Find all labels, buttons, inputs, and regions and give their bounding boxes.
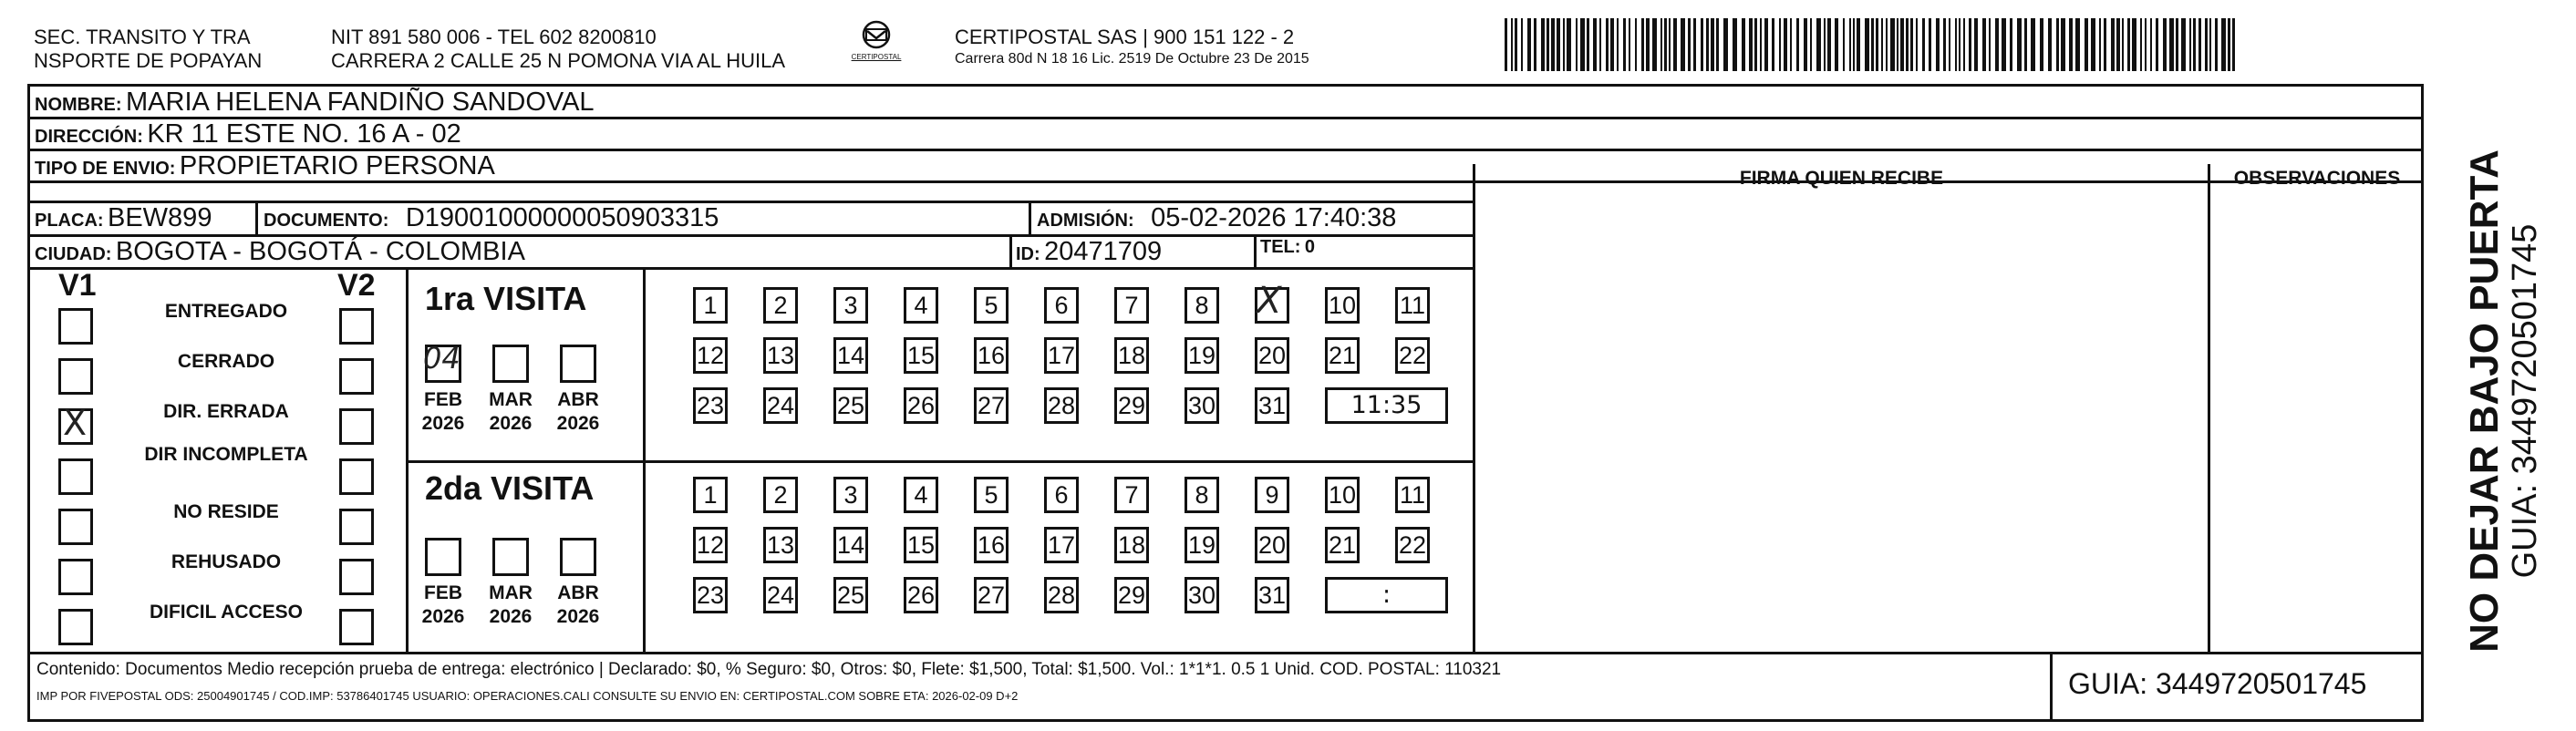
month-year: 2026 bbox=[556, 606, 600, 627]
tipo-envio-row bbox=[35, 151, 495, 181]
v2-checkbox bbox=[339, 408, 374, 445]
imp-text: IMP POR FIVEPOSTAL ODS: 25004901745 / COD.IMP: 53786401745 USUARIO: OPERACIONES.CALI CONSULTE SU ENVIO EN: CERTIPOSTAL.COM SOBRE ETA: 2026-02-09 D+2 bbox=[36, 689, 1019, 703]
firma-header: FIRMA QUIEN RECIBE bbox=[1739, 168, 1944, 189]
logo-icon bbox=[856, 20, 896, 49]
month-year: 2026 bbox=[556, 413, 600, 434]
v1-header: V1 bbox=[58, 268, 97, 303]
day-box: 3 bbox=[833, 287, 868, 324]
day-box: 2 bbox=[763, 287, 798, 324]
day-box: 16 bbox=[974, 337, 1009, 374]
day-box: 29 bbox=[1114, 387, 1149, 424]
placa-value: BEW899 bbox=[108, 203, 212, 232]
day-box: 12 bbox=[693, 337, 728, 374]
footer-guia: GUIA: 3449720501745 bbox=[2068, 667, 2367, 700]
agency-line-1: SEC. TRANSITO Y TRA bbox=[34, 26, 251, 48]
no-dejar-warning: NO DEJAR BAJO PUERTA bbox=[2462, 149, 2507, 653]
status-label: CERRADO bbox=[177, 351, 275, 372]
day-box: 10 bbox=[1325, 287, 1360, 324]
day-box: 12 bbox=[693, 527, 728, 563]
admision-row bbox=[1037, 203, 1396, 233]
ciudad-label: CIUDAD: bbox=[35, 244, 112, 264]
day-box: 4 bbox=[904, 477, 938, 513]
nombre-row bbox=[35, 88, 595, 118]
v2-header: V2 bbox=[337, 268, 376, 303]
month-year: 2026 bbox=[489, 413, 533, 434]
admision-label: ADMISIÓN: bbox=[1037, 211, 1134, 231]
address-line: CARRERA 2 CALLE 25 N POMONA VIA AL HUILA bbox=[331, 49, 786, 72]
day-box: 16 bbox=[974, 527, 1009, 563]
day-box: 23 bbox=[693, 577, 728, 613]
v1-checkbox bbox=[58, 308, 93, 345]
month-name: ABR bbox=[557, 389, 599, 410]
month-checkbox bbox=[425, 538, 461, 576]
day-mark: X bbox=[1257, 280, 1282, 322]
day-box: 20 bbox=[1255, 337, 1289, 374]
day-box: 26 bbox=[904, 387, 938, 424]
first-visit-title: 1ra VISITA bbox=[425, 280, 587, 317]
month-mark: 04 bbox=[423, 341, 460, 376]
time-box: 11:35 bbox=[1325, 387, 1448, 424]
day-box: 9 bbox=[1255, 477, 1289, 513]
ciudad-value: BOGOTA - BOGOTÁ - COLOMBIA bbox=[115, 237, 525, 266]
day-box: 14 bbox=[833, 527, 868, 563]
day-box: 15 bbox=[904, 527, 938, 563]
status-label: DIR. ERRADA bbox=[163, 401, 289, 422]
day-box: 22 bbox=[1395, 337, 1430, 374]
day-box: 27 bbox=[974, 577, 1009, 613]
v2-checkbox bbox=[339, 358, 374, 395]
month-checkbox bbox=[492, 538, 529, 576]
day-box: 1 bbox=[693, 287, 728, 324]
v2-checkbox bbox=[339, 458, 374, 495]
v1-checkbox bbox=[58, 509, 93, 545]
day-box: 13 bbox=[763, 337, 798, 374]
tel-label: TEL: bbox=[1260, 237, 1301, 257]
month-name: FEB bbox=[424, 389, 462, 410]
day-box: 28 bbox=[1044, 387, 1079, 424]
day-box: 26 bbox=[904, 577, 938, 613]
month-year: 2026 bbox=[421, 413, 465, 434]
v1-check-mark: X bbox=[63, 403, 88, 443]
day-box: 20 bbox=[1255, 527, 1289, 563]
side-guia: GUIA: 3449720501745 bbox=[2506, 223, 2544, 579]
month-checkbox bbox=[560, 538, 596, 576]
day-box: 17 bbox=[1044, 527, 1079, 563]
v2-checkbox bbox=[339, 609, 374, 645]
company-line: CERTIPOSTAL SAS | 900 151 122 - 2 bbox=[955, 26, 1295, 48]
day-box: 29 bbox=[1114, 577, 1149, 613]
v1-checkbox bbox=[58, 458, 93, 495]
month-name: MAR bbox=[489, 582, 533, 603]
tel-row bbox=[1260, 237, 1315, 258]
day-box: 25 bbox=[833, 387, 868, 424]
v1-checkbox bbox=[58, 358, 93, 395]
placa-label: PLACA: bbox=[35, 211, 104, 231]
license-line: Carrera 80d N 18 16 Lic. 2519 De Octubre 23 De 2015 bbox=[955, 51, 1309, 67]
day-box: 3 bbox=[833, 477, 868, 513]
day-box: 30 bbox=[1185, 577, 1219, 613]
day-box: 21 bbox=[1325, 527, 1360, 563]
barcode bbox=[1505, 18, 2239, 73]
day-box: 2 bbox=[763, 477, 798, 513]
id-label: ID: bbox=[1016, 244, 1040, 264]
day-box: 19 bbox=[1185, 527, 1219, 563]
placa-row bbox=[35, 203, 212, 233]
month-year: 2026 bbox=[421, 606, 465, 627]
day-box: 27 bbox=[974, 387, 1009, 424]
day-box: 14 bbox=[833, 337, 868, 374]
v1-checkbox bbox=[58, 609, 93, 645]
status-label: ENTREGADO bbox=[164, 301, 288, 322]
status-label: DIR INCOMPLETA bbox=[144, 444, 308, 465]
day-box: 5 bbox=[974, 477, 1009, 513]
month-checkbox bbox=[492, 345, 529, 383]
day-box: 7 bbox=[1114, 477, 1149, 513]
day-box: 15 bbox=[904, 337, 938, 374]
day-box: 7 bbox=[1114, 287, 1149, 324]
v2-checkbox bbox=[339, 559, 374, 595]
day-box: 5 bbox=[974, 287, 1009, 324]
day-box: 4 bbox=[904, 287, 938, 324]
tel-value: 0 bbox=[1304, 237, 1316, 257]
day-box: 18 bbox=[1114, 337, 1149, 374]
v1-checkbox bbox=[58, 559, 93, 595]
day-box: 19 bbox=[1185, 337, 1219, 374]
status-label: NO RESIDE bbox=[173, 501, 279, 522]
status-label: REHUSADO bbox=[171, 551, 282, 572]
agency-line-2: NSPORTE DE POPAYAN bbox=[34, 49, 263, 72]
contenido-text: Contenido: Documentos Medio recepción prueba de entrega: electrónico | Declarado: $0, % Seguro: $0, Otros: $0, Flete: $1,500, Total: $1,500. Vol.: 1*1*1. 0.5 1 Unid. COD. POSTAL: 110321 bbox=[36, 660, 1502, 679]
id-row bbox=[1016, 237, 1162, 267]
ciudad-row bbox=[35, 237, 525, 267]
month-name: ABR bbox=[557, 582, 599, 603]
day-box: 10 bbox=[1325, 477, 1360, 513]
nombre-label: NOMBRE: bbox=[35, 95, 122, 115]
month-name: FEB bbox=[424, 582, 462, 603]
day-box: 23 bbox=[693, 387, 728, 424]
documento-row bbox=[264, 203, 719, 233]
direccion-value: KR 11 ESTE NO. 16 A - 02 bbox=[147, 119, 461, 149]
day-box: 8 bbox=[1185, 477, 1219, 513]
day-box: 31 bbox=[1255, 577, 1289, 613]
nombre-value: MARIA HELENA FANDIÑO SANDOVAL bbox=[126, 88, 595, 117]
admision-value: 05-02-2026 17:40:38 bbox=[1151, 203, 1397, 232]
status-label: DIFICIL ACCESO bbox=[149, 602, 303, 623]
v2-checkbox bbox=[339, 509, 374, 545]
second-visit-title: 2da VISITA bbox=[425, 469, 595, 507]
day-box: 24 bbox=[763, 577, 798, 613]
month-name: MAR bbox=[489, 389, 533, 410]
tipo-envio-label: TIPO DE ENVIO: bbox=[35, 159, 176, 179]
day-box: 24 bbox=[763, 387, 798, 424]
time-box: : bbox=[1325, 577, 1448, 613]
documento-label: DOCUMENTO: bbox=[264, 211, 389, 231]
id-value: 20471709 bbox=[1044, 237, 1163, 266]
company-info bbox=[955, 26, 1309, 69]
month-year: 2026 bbox=[489, 606, 533, 627]
v2-checkbox bbox=[339, 308, 374, 345]
day-box: 31 bbox=[1255, 387, 1289, 424]
day-box: 13 bbox=[763, 527, 798, 563]
day-box: 17 bbox=[1044, 337, 1079, 374]
direccion-row bbox=[35, 119, 461, 149]
agency-name bbox=[34, 26, 262, 73]
tipo-envio-value: PROPIETARIO PERSONA bbox=[179, 151, 495, 180]
agency-contact bbox=[331, 26, 785, 73]
day-box: 28 bbox=[1044, 577, 1079, 613]
day-box: 11 bbox=[1395, 287, 1430, 324]
day-box: 6 bbox=[1044, 287, 1079, 324]
direccion-label: DIRECCIÓN: bbox=[35, 127, 143, 147]
observaciones-header: OBSERVACIONES bbox=[2233, 168, 2401, 189]
day-box: 1 bbox=[693, 477, 728, 513]
day-box: 30 bbox=[1185, 387, 1219, 424]
month-checkbox bbox=[560, 345, 596, 383]
day-box: 21 bbox=[1325, 337, 1360, 374]
nit-line: NIT 891 580 006 - TEL 602 8200810 bbox=[331, 26, 657, 48]
day-box: 11 bbox=[1395, 477, 1430, 513]
day-box: 6 bbox=[1044, 477, 1079, 513]
day-box: 8 bbox=[1185, 287, 1219, 324]
documento-value: D19001000000050903315 bbox=[405, 203, 719, 232]
certipostal-logo bbox=[835, 20, 917, 61]
day-box: 18 bbox=[1114, 527, 1149, 563]
day-box: 22 bbox=[1395, 527, 1430, 563]
logo-text: CERTIPOSTAL bbox=[851, 53, 902, 61]
day-box: 25 bbox=[833, 577, 868, 613]
